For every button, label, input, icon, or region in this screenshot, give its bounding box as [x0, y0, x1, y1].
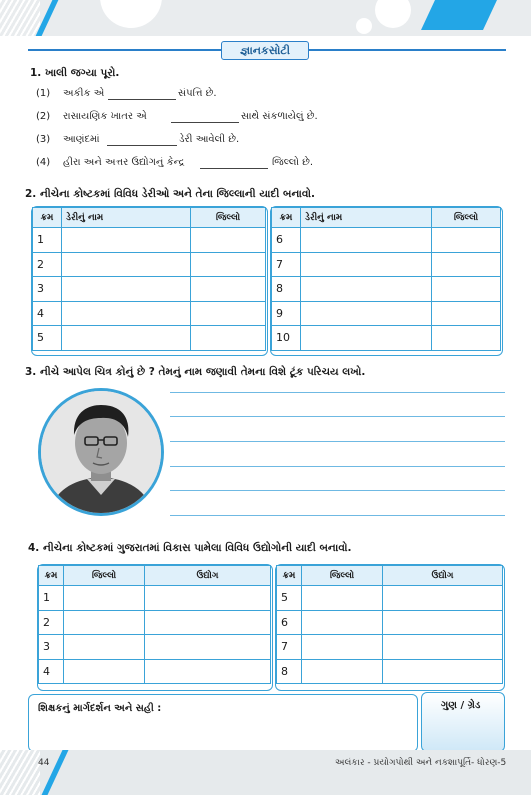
q1-item-4-blank[interactable] — [200, 168, 268, 169]
row-number: 7 — [277, 635, 302, 660]
district-cell[interactable] — [302, 610, 383, 635]
answer-line-2[interactable] — [170, 416, 505, 417]
portrait-frame — [38, 388, 164, 516]
section-title: જ્ઞાનકસોટી — [221, 41, 309, 60]
page-number: 44 — [38, 758, 50, 768]
row-number: 1 — [33, 228, 62, 253]
q2-table-right — [271, 207, 501, 351]
district-cell[interactable] — [191, 252, 266, 277]
table-row — [272, 326, 501, 351]
q1-item-2-after: સાથે સંકળાયેલું છે. — [241, 111, 318, 122]
row-number: 1 — [39, 586, 64, 611]
dairy-name-cell[interactable] — [62, 228, 191, 253]
row-number: 8 — [272, 277, 301, 302]
row-number: 2 — [33, 252, 62, 277]
q1-item-3-after: ડેરી આવેલી છે. — [179, 134, 240, 145]
district-cell[interactable] — [64, 586, 145, 611]
industry-cell[interactable] — [383, 586, 503, 611]
q4-table-left — [38, 565, 271, 684]
dairy-name-cell[interactable] — [62, 301, 191, 326]
table-row — [33, 252, 266, 277]
industry-cell[interactable] — [145, 586, 271, 611]
q1-item-4-before: હીરા અને અત્તર ઉદ્યોગનું કેન્દ્ર — [63, 157, 185, 168]
district-cell[interactable] — [191, 301, 266, 326]
col-kram: ક્રમ — [277, 566, 302, 586]
col-district: જિલ્લો — [302, 566, 383, 586]
dairy-name-cell[interactable] — [301, 252, 432, 277]
row-number: 4 — [33, 301, 62, 326]
col-kram: ક્રમ — [272, 208, 301, 228]
dairy-name-cell[interactable] — [301, 326, 432, 351]
district-cell[interactable] — [64, 659, 145, 684]
q1-item-3-before: આણંદમાં — [63, 134, 100, 145]
q4-heading: 4. નીચેના કોષ્ટકમાં ગુજરાતમાં વિકાસ પામેલા વિવિધ ઉદ્યોગોની યાદી બનાવો. — [28, 542, 352, 554]
dairy-name-cell[interactable] — [62, 252, 191, 277]
dairy-name-cell[interactable] — [301, 301, 432, 326]
table-row — [277, 635, 503, 660]
dairy-name-cell[interactable] — [62, 326, 191, 351]
book-title: અલંકાર - પ્રયોગપોથી અને નકશાપૂર્તિ- ધોરણ-5 — [335, 758, 507, 768]
footer-band — [0, 750, 531, 795]
teacher-signature-label: શિક્ષકનું માર્ગદર્શન અને સહી : — [38, 703, 162, 714]
footer-stripes — [0, 750, 40, 795]
q1-item-4-after: જિલ્લો છે. — [272, 157, 314, 168]
table-row — [272, 252, 501, 277]
district-cell[interactable] — [432, 228, 501, 253]
header-stripes — [0, 0, 40, 36]
header-circle-small — [356, 18, 372, 34]
table-row — [39, 586, 271, 611]
table-row — [33, 277, 266, 302]
q1-item-4-num: (4) — [36, 157, 51, 168]
q4-table-right — [276, 565, 503, 684]
q1-heading: 1. ખાલી જગ્યા પૂરો. — [30, 67, 120, 79]
q1-item-1-after: સંપત્તિ છે. — [178, 88, 217, 99]
row-number: 7 — [272, 252, 301, 277]
table-row — [277, 659, 503, 684]
district-cell[interactable] — [64, 635, 145, 660]
table-row — [272, 277, 501, 302]
district-cell[interactable] — [64, 610, 145, 635]
table-row — [33, 326, 266, 351]
col-district: જિલ્લો — [191, 208, 266, 228]
table-row — [39, 610, 271, 635]
row-number: 6 — [277, 610, 302, 635]
district-cell[interactable] — [432, 252, 501, 277]
answer-line-4[interactable] — [170, 466, 505, 467]
q1-item-2-blank[interactable] — [171, 122, 239, 123]
industry-cell[interactable] — [383, 610, 503, 635]
table-row — [277, 586, 503, 611]
district-cell[interactable] — [302, 659, 383, 684]
table-row — [39, 635, 271, 660]
row-number: 5 — [33, 326, 62, 351]
q1-item-3-blank[interactable] — [107, 145, 177, 146]
table-row — [33, 301, 266, 326]
q1-item-1-num: (1) — [36, 88, 51, 99]
district-cell[interactable] — [191, 228, 266, 253]
q1-item-2-num: (2) — [36, 111, 51, 122]
col-district: જિલ્લો — [64, 566, 145, 586]
q1-item-1-blank[interactable] — [108, 99, 176, 100]
row-number: 8 — [277, 659, 302, 684]
q1-item-1-before: અકીક એ — [63, 88, 105, 99]
row-number: 3 — [33, 277, 62, 302]
col-district: જિલ્લો — [432, 208, 501, 228]
table-row — [33, 228, 266, 253]
col-kram: ક્રમ — [39, 566, 64, 586]
row-number: 6 — [272, 228, 301, 253]
col-industry: ઉદ્યોગ — [383, 566, 503, 586]
row-number: 10 — [272, 326, 301, 351]
industry-cell[interactable] — [145, 610, 271, 635]
district-cell[interactable] — [191, 277, 266, 302]
table-row — [272, 301, 501, 326]
col-dairy-name: ડેરીનું નામ — [301, 208, 432, 228]
col-kram: ક્રમ — [33, 208, 62, 228]
col-dairy-name: ડેરીનું નામ — [62, 208, 191, 228]
dairy-name-cell[interactable] — [62, 277, 191, 302]
row-number: 4 — [39, 659, 64, 684]
answer-line-3[interactable] — [170, 441, 505, 442]
district-cell[interactable] — [191, 326, 266, 351]
industry-cell[interactable] — [145, 635, 271, 660]
row-number: 3 — [39, 635, 64, 660]
answer-line-6[interactable] — [170, 515, 505, 516]
q1-item-3-num: (3) — [36, 134, 51, 145]
q2-table-left — [32, 207, 266, 351]
dairy-name-cell[interactable] — [301, 277, 432, 302]
q3-heading: 3. નીચે આપેલ ચિત્ર કોનું છે ? તેમનું નામ જણાવી તેમના વિશે ટૂંક પરિચય લખો. — [25, 366, 366, 378]
table-row — [272, 228, 501, 253]
grade-label: ગુણ / ગ્રેડ — [441, 700, 481, 711]
row-number: 5 — [277, 586, 302, 611]
table-row — [277, 610, 503, 635]
district-cell[interactable] — [302, 586, 383, 611]
q1-item-2-before: રાસાયણિક ખાતર એ — [63, 111, 147, 122]
q2-heading: 2. નીચેના કોષ્ટકમાં વિવિધ ડેરીઓ અને તેના જિલ્લાની યાદી બનાવો. — [25, 188, 315, 200]
answer-line-1[interactable] — [170, 392, 505, 393]
row-number: 9 — [272, 301, 301, 326]
dairy-name-cell[interactable] — [301, 228, 432, 253]
district-cell[interactable] — [432, 301, 501, 326]
district-cell[interactable] — [432, 326, 501, 351]
answer-line-5[interactable] — [170, 490, 505, 491]
table-row — [39, 659, 271, 684]
industry-cell[interactable] — [145, 659, 271, 684]
district-cell[interactable] — [302, 635, 383, 660]
row-number: 2 — [39, 610, 64, 635]
district-cell[interactable] — [432, 277, 501, 302]
col-industry: ઉદ્યોગ — [145, 566, 271, 586]
industry-cell[interactable] — [383, 659, 503, 684]
portrait-image — [41, 391, 161, 513]
industry-cell[interactable] — [383, 635, 503, 660]
